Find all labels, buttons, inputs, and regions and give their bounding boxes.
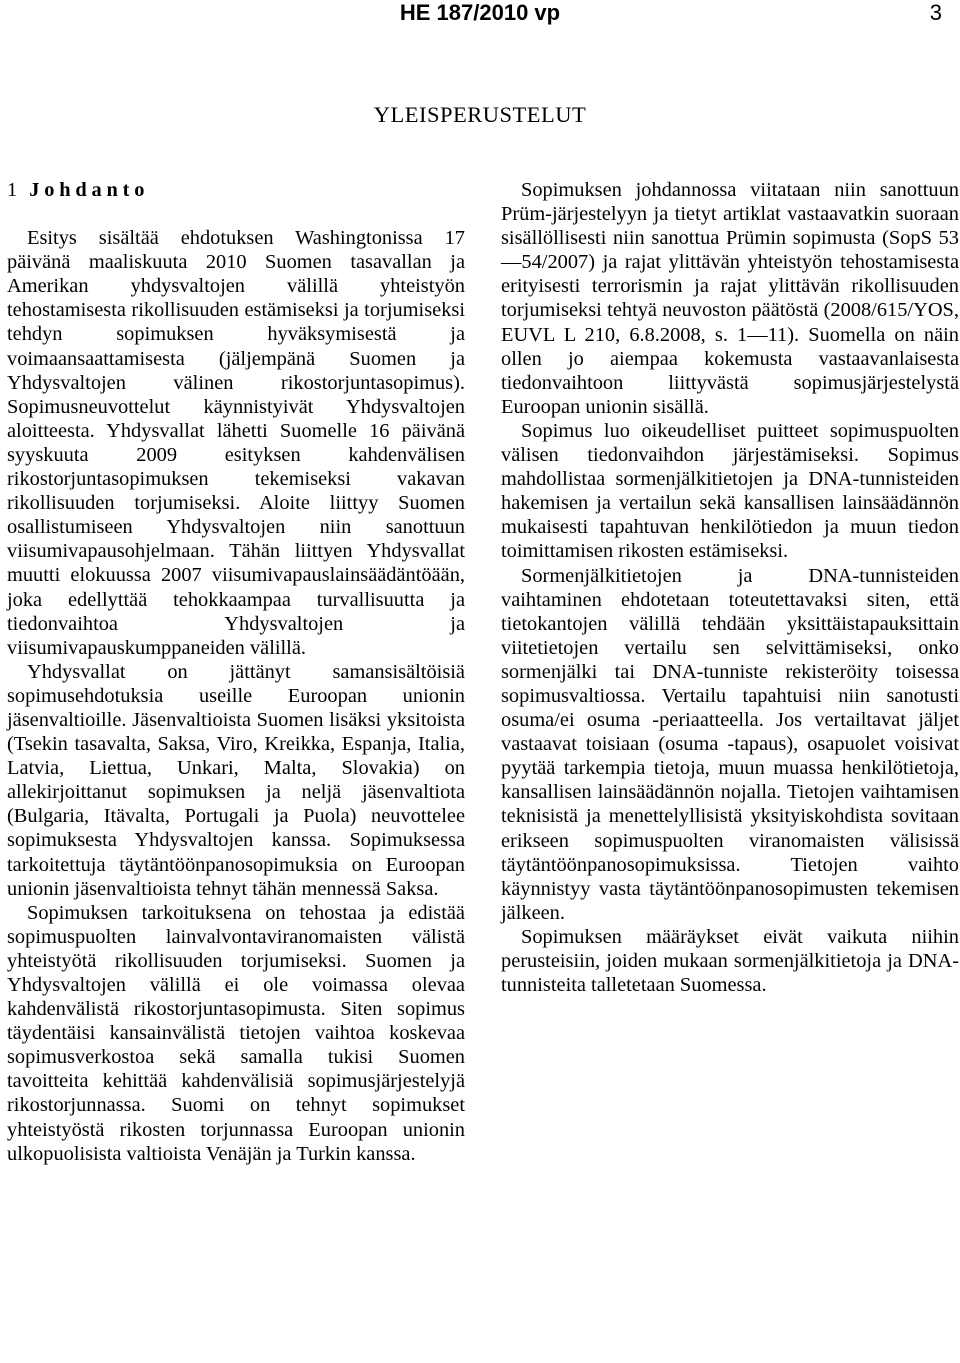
paragraph: Esitys sisältää ehdotuksen Washingtonissa 17 päivänä maaliskuuta 2010 Suomen tasavallan ja Amerikan yhdysvaltojen välillä yhteistyön tehostamisesta rikollisuuden estämiseksi ja torjumiseksi tehdyn sopimuksen hyväksymisestä ja voimaansaattamisesta (jäljempänä Suomen ja Yhdysvaltojen välinen rikostorjuntasopimus). Sopimusneuvottelut käynnistyivät Yhdysvaltojen aloitteesta. Yhdysvallat lähetti Suomelle 16 päivänä syyskuuta 2009 esityksen kahdenvälisen rikostorjuntasopimuksen tekemiseksi vakavan rikollisuuden torjumiseksi. Aloite liittyy Suomen osallistumiseen Yhdysvaltojen niin sanottuun viisumivapausohjelmaan. Tähän liittyen Yhdysvallat muutti elokuussa 2007 viisumivapauslainsäädäntöään, joka edellyttää tehokkaampaa turvallisuutta ja tiedonvaihtoa Yhdysvaltojen ja viisumivapauskumppaneiden välillä. xyxy=(7,227,465,659)
document-id: HE 187/2010 vp xyxy=(399,0,561,25)
paragraph: Sormenjälkitietojen ja DNA-tunnisteiden vaihtaminen ehdotetaan toteutettavaksi siten, että tietokantojen välillä tehdään yksittäistapauksittain viitetietojen vertailu sen selvittämiseksi, onko sormenjälki tai DNA-tunniste rekisteröity toisessa sopimusvaltiossa. Vertailu tapahtuisi niin sanotusti osuma/ei osuma -periaatteella. Jos vertailtavat jäljet vastaavat toisiaan (osuma -tapaus), osapuolet voisivat pyytää tarkempia tietoja, muun muassa henkilötietoja, kansallisen lainsäädännön nojalla. Tietojen vaihtamisen teknisistä ja menettelyllisistä yksityiskohdista sovitaan erikseen sopimuspuolten viranomaisten välisissä täytäntöönpanosopimuksissa. Tietojen vaihto käynnistyy vasta täytäntöönpanosopimusten tekemisen jälkeen. xyxy=(501,564,959,924)
chapter-heading xyxy=(7,178,465,202)
section-title: YLEISPERUSTELUT xyxy=(373,102,587,127)
paragraph: Sopimuksen määräykset eivät vaikuta niihin perusteisiin, joiden mukaan sormenjälkitietoja ja DNA-tunnisteita talletetaan Suomessa. xyxy=(501,925,959,997)
page-number: 3 xyxy=(929,0,942,25)
paragraph: Sopimuksen tarkoituksena on tehostaa ja edistää sopimuspuolten lainvalvontaviranomaisten välistä yhteistyötä rikollisuuden torjumiseksi. Suomen ja Yhdysvaltojen välillä ei ole voimassa olevaa kahdenvälistä rikostorjuntasopimusta. Siten sopimus täydentäisi kansainvälistä tietojen vaihtoa koskevaa sopimusverkostoa sekä samalla tukisi Suomen tavoitteita kehittää kahdenvälisiä sopimusjärjestelyjä rikostorjunnassa. Suomi on tehnyt sopimukset yhteistyöstä rikosten torjunnassa Euroopan unionin ulkopuolisista valtioista Venäjän ja Turkin kanssa. xyxy=(7,901,465,1165)
paragraph: Sopimuksen johdannossa viitataan niin sanottuun Prüm-järjestelyyn ja tietyt artiklat vastaavatkin suoraan sisällöllisesti niin sanottua Prümin sopimusta (SopS 53—54/2007) ja rajat ylittävän yhteistyön tehostamisesta erityisesti terrorismin ja rajat ylittävän rikollisuuden torjumiseksi tehtyä neuvoston päätöstä (2008/615/YOS, EUVL L 210, 6.8.2008, s. 1—11). Suomella on näin ollen jo aiempaa kokemusta vastaavanlaisesta tiedonvaihtoon liittyvästä sopimusjärjestelystä Euroopan unionin sisällä. xyxy=(501,179,959,418)
left-column xyxy=(7,178,465,1166)
right-column xyxy=(501,178,959,997)
paragraph: Sopimus luo oikeudelliset puitteet sopimuspuolten välisen tiedonvaihdon järjestämiseksi. Sopimus mahdollistaa sormenjälkitietojen ja DNA-tunnisteiden hakemisen ja vertailun sekä kansallisen lainsäädännön mukaisesti tapahtuvan henkilötiedon ja muun tiedon toimittamisen rikosten estämiseksi. xyxy=(501,419,959,563)
paragraph: Yhdysvallat on jättänyt samansisältöisiä sopimusehdotuksia useille Euroopan unionin jäsenvaltioille. Jäsenvaltioista Suomen lisäksi yksitoista (Tsekin tasavalta, Saksa, Viro, Kreikka, Espanja, Italia, Latvia, Liettua, Unkari, Malta, Slovakia) on allekirjoittanut sopimuksen ja neljä jäsenvaltiota (Bulgaria, Itävalta, Portugali ja Puola) neuvottelee sopimuksesta Yhdysvaltojen kanssa. Sopimuksessa tarkoitettuja täytäntöönpanosopimuksia on Euroopan unionin jäsenvaltioista tehnyt tähän mennessä Saksa. xyxy=(7,660,465,900)
chapter-title: Johdanto xyxy=(29,179,150,201)
chapter-number: 1 xyxy=(7,179,18,201)
